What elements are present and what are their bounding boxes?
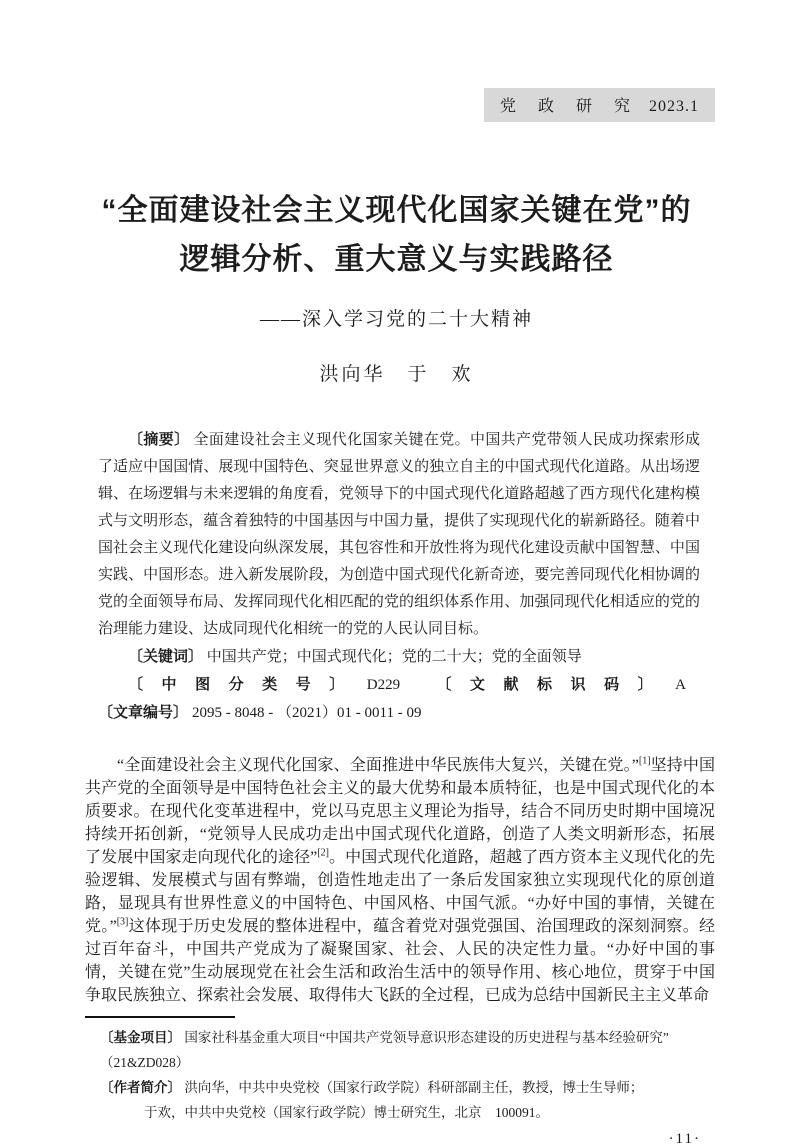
keywords-label: 〔关键词〕: [128, 648, 204, 666]
article-title: [0, 186, 793, 284]
article-title-line2: 逻辑分析、重大意义与实践路径: [179, 243, 614, 276]
fund-project-line: [100, 1025, 715, 1075]
doc-code-pair: [436, 677, 686, 693]
article-id-value: 2095 - 8048 - （2021）01 - 0011 - 09: [192, 705, 422, 722]
journal-name: 党 政 研 究: [499, 98, 639, 115]
abstract-label: 〔摘要〕: [128, 431, 190, 449]
journal-issue: 2023.1: [649, 98, 699, 115]
fund-project-text: 国家社科基金重大项目“中国共产党领导意识形态建设的历史进程与基本经验研究”（21&ZD028）: [100, 1030, 669, 1071]
article-subtitle: ——深入学习党的二十大精神: [259, 309, 533, 331]
clc-pair: [128, 677, 400, 693]
doc-code-value: A: [675, 677, 686, 694]
body-text-run: 坚持中国共产党的全面领导是中国特色社会主义的最大优势和最本质特征，也是中国式现代化的本质要求。在现代化变革进程中，党以马克思主义理论为指导，结合不同历史时期中国境况持续开拓创新，“党领导人民成功走出中国式现代化道路，创造了人类文明新形态，拓展了发展中国家走向现代化的途径”: [85, 757, 715, 867]
abstract-paragraph: [98, 426, 700, 643]
citation-ref: [3]: [116, 916, 129, 928]
footnotes-block: [100, 1025, 715, 1125]
author-bio-text1: 洪向华，中共中央党校（国家行政学院）科研部副主任，教授，博士生导师；: [184, 1080, 644, 1096]
body-text-run: 这体现于历史发展的整体进程中，蕴含着党对强党强国、治国理政的深刻洞察。经过百年奋斗，中国共产党成为了凝聚国家、社会、人民的决定性力量。“办好中国的事情，关键在党”生动展现党在社会生活和政治生活中的领导作用、核心地位，贯穿于中国争取民族独立、探索社会发展、取得伟大飞跃的全过程，已成为总结中国新民主主义革命: [85, 918, 715, 1005]
fund-project-label: 〔基金项目〕: [100, 1030, 181, 1046]
article-id-pair: [98, 705, 421, 721]
body-paragraph: [85, 754, 715, 1007]
clc-value: D229: [366, 677, 401, 694]
page-header: [0, 0, 793, 122]
keywords-line: [98, 643, 700, 671]
article-authors: 洪向华 于 欢: [319, 364, 474, 386]
body-text-run: “全面建设社会主义现代化国家、全面推进中华民族伟大复兴，关键在党。”: [117, 757, 639, 775]
citation-ref: [1]: [638, 755, 651, 767]
author-bio-line1: [100, 1075, 715, 1100]
classification-line: [98, 671, 700, 727]
doc-code-label: 〔文献标识码〕: [436, 676, 672, 694]
page-number: ·11·: [668, 1131, 701, 1148]
article-id-label: 〔文章编号〕: [98, 704, 189, 722]
author-bio-line2: 于欢，中共中央党校（国家行政学院）博士研究生，北京 100091。: [144, 1105, 549, 1121]
keywords-text: 中国共产党；中国式现代化；党的二十大；党的全面领导: [206, 649, 582, 666]
footnote-separator: [85, 1016, 235, 1018]
abstract-text: 全面建设社会主义现代化国家关键在党。中国共产党带领人民成功探索形成了适应中国国情、展现中国特色、突显世界意义的独立自主的中国式现代化道路。从出场逻辑、在场逻辑与未来逻辑的角度看，党领导下的中国式现代化道路超越了西方现代化建构模式与文明形态，蕴含着独特的中国基因与中国力量，提供了实现现代化的崭新路径。随着中国社会主义现代化建设向纵深发展，其包容性和开放性将为现代化建设贡献中国智慧、中国实践、中国形态。进入新发展阶段，为创造中国式现代化新奇迹，要完善同现代化相协调的党的全面领导布局、发挥同现代化相匹配的党的组织体系作用、加强同现代化相适应的党的治理能力建设、达成同现代化相统一的党的人民认同目标。: [98, 432, 700, 638]
body-text-run: 。中国式现代化道路，超越了西方资本主义现代化的先验逻辑、发展模式与固有弊端，创造性地走出了一条后发国家独立实现现代化的原创道路，显现具有世界性意义的中国特色、中国风格、中国气派。“办好中国的事情，关键在党。”: [85, 849, 715, 936]
citation-ref: [2]: [317, 847, 329, 859]
author-bio-label: 〔作者简介〕: [100, 1080, 181, 1096]
article-title-line1: “全面建设社会主义现代化国家关键在党”的: [101, 194, 692, 227]
journal-banner: [484, 88, 715, 122]
article-meta-block: [98, 426, 700, 727]
clc-label: 〔中图分类号〕: [128, 676, 363, 694]
